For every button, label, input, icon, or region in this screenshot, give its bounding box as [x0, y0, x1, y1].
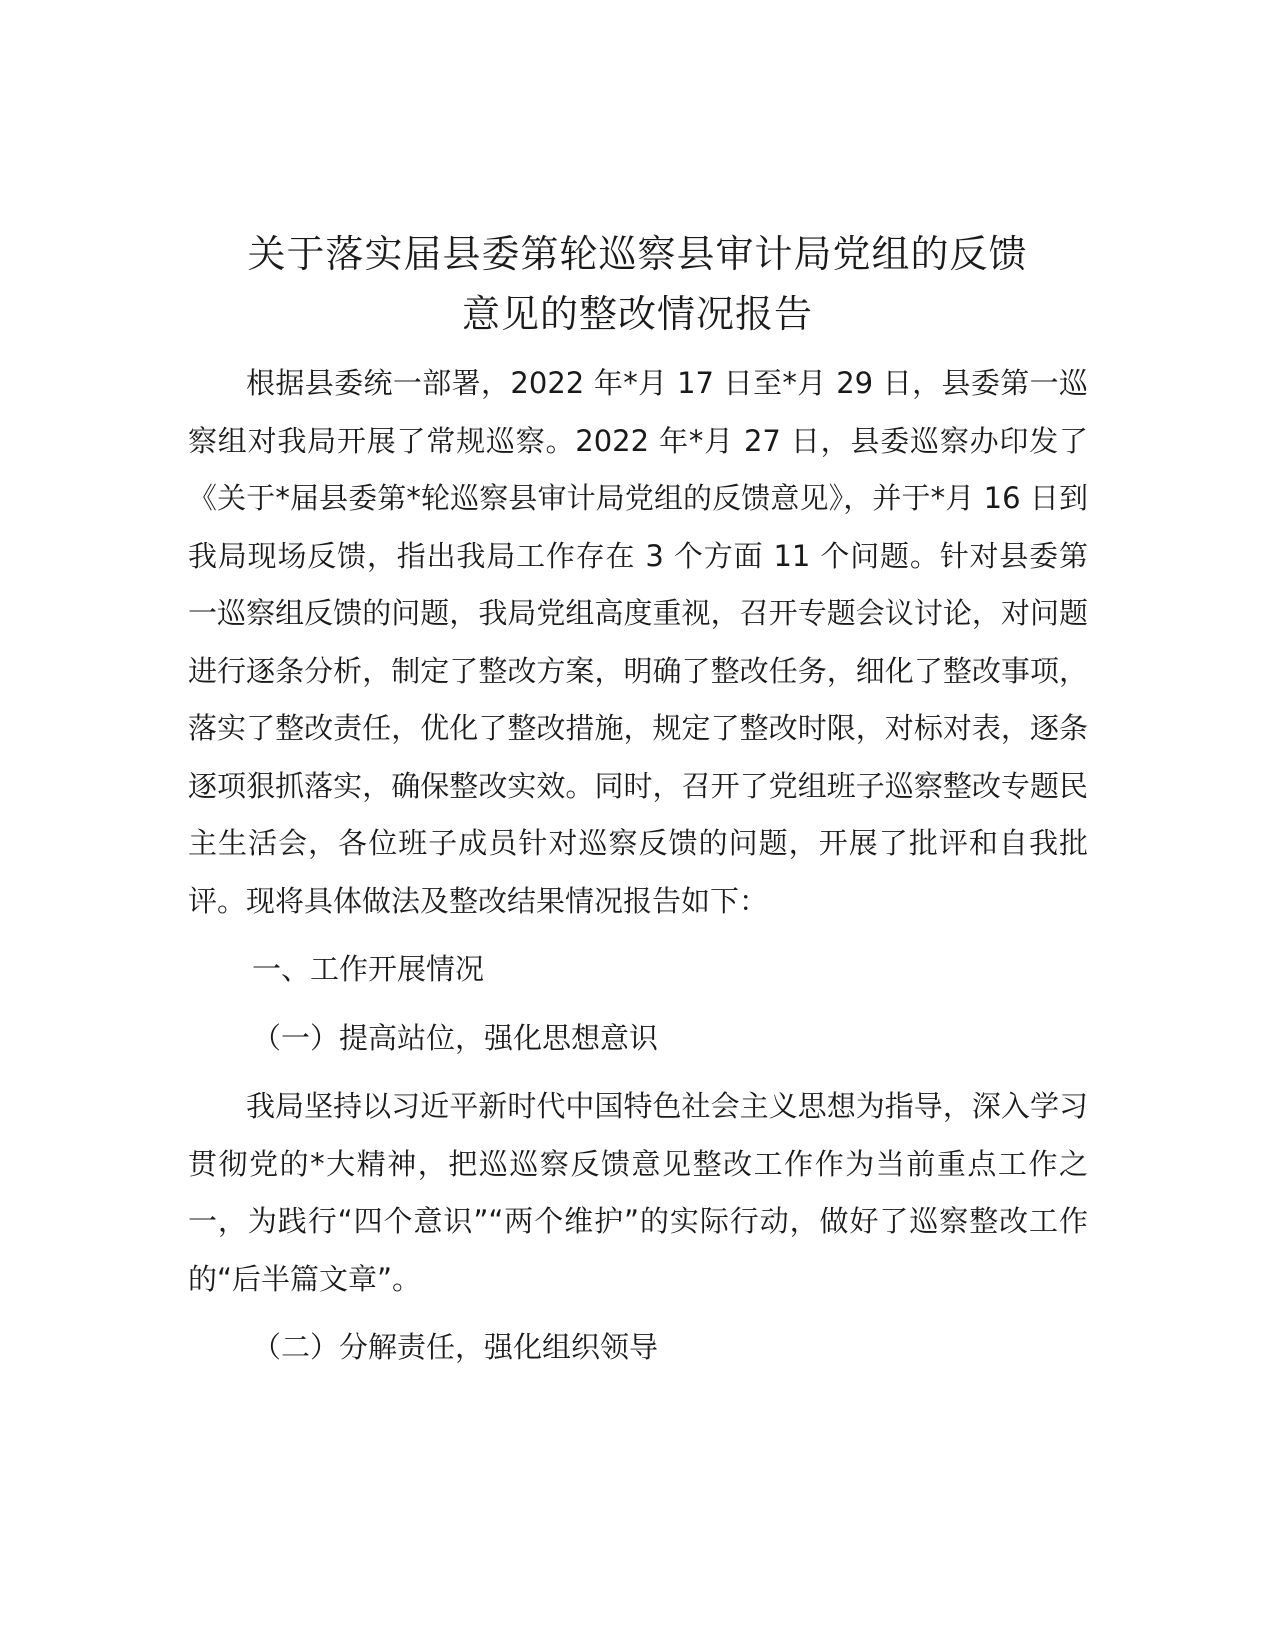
intro-paragraph: 根据县委统一部署，2022 年*月 17 日至*月 29 日，县委第一巡察组对我局开展了常规巡察。2022 年*月 27 日，县委巡察办印发了《关于*届县委第*轮巡察县审计局党组的反馈意见》，并于*月 16 日到我局现场反馈，指出我局工作存在 3 个方面 11 个问题。针对县委第一巡察组反馈的问题，我局党组高度重视，召开专题会议讨论，对问题进行逐条分析，制定了整改方案，明确了整改任务，细化了整改事项，落实了整改责任，优化了整改措施，规定了整改时限，对标对表，逐条逐项狠抓落实，确保整改实效。同时，召开了党组班子巡察整改专题民主生活会，各位班子成员针对巡察反馈的问题，开展了批评和自我批评。现将具体做法及整改结果情况报告如下：	[188, 366, 1088, 918]
document-title	[180, 224, 1095, 344]
subsection-2-heading: （二）分解责任，强化组织领导	[252, 1330, 659, 1364]
subsection-1-heading: （一）提高站位，强化思想意识	[252, 1020, 659, 1055]
section-1-heading: 一、工作开展情况	[252, 952, 485, 986]
document-body	[188, 355, 1088, 1377]
title-line-2: 意见的整改情况报告	[461, 292, 813, 336]
subsection-1-paragraph: 我局坚持以习近平新时代中国特色社会主义思想为指导，深入学习贯彻党的*大精神，把巡巡察反馈意见整改工作作为当前重点工作之一，为践行“四个意识”“两个维护”的实际行动，做好了巡察整改工作的“后半篇文章”。	[188, 1089, 1088, 1296]
title-line-1: 关于落实届县委第轮巡察县审计局党组的反馈	[247, 232, 1028, 276]
